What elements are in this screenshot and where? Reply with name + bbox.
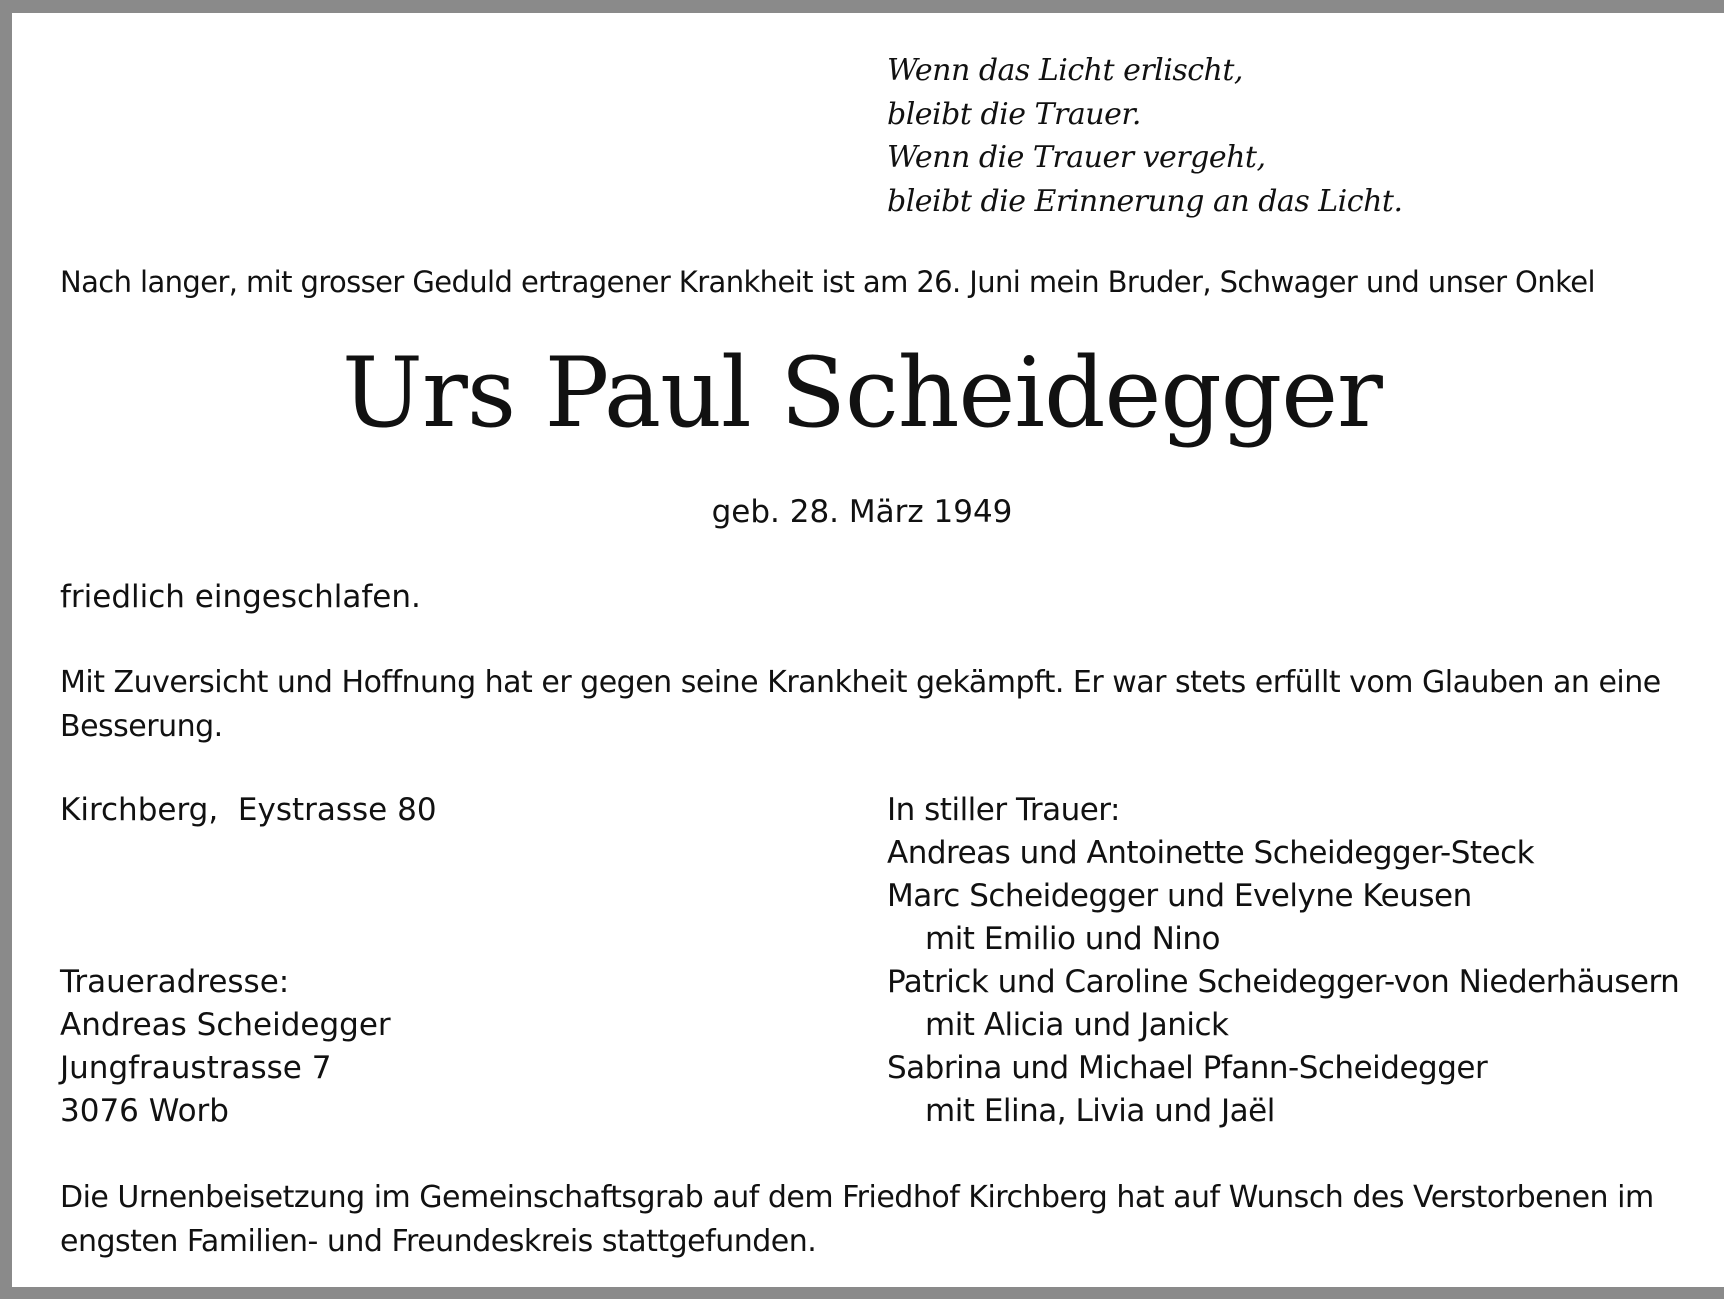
obituary-notice: [12, 13, 1724, 1287]
mourning-address-city: 3076 Worb: [60, 1093, 229, 1129]
mourner-children-line: mit Alicia und Janick: [925, 1007, 1229, 1043]
mourner-line: Patrick und Caroline Scheidegger-von Niederhäusern: [887, 964, 1680, 1000]
mourner-line: Marc Scheidegger und Evelyne Keusen: [887, 878, 1472, 914]
poem-line: Wenn das Licht erlischt,: [887, 53, 1243, 88]
mourner-line: Sabrina und Michael Pfann-Scheidegger: [887, 1050, 1488, 1086]
poem-line: bleibt die Erinnerung an das Licht.: [887, 183, 1403, 219]
poem-verse: [887, 49, 1402, 223]
mourner-children-line: mit Emilio und Nino: [925, 921, 1221, 957]
birth-date: geb. 28. März 1949: [711, 494, 1013, 530]
mourner-children-line: mit Elina, Livia und Jaël: [925, 1093, 1275, 1129]
mourners-column: [887, 789, 1679, 1133]
burial-paragraph: Die Urnenbeisetzung im Gemeinschaftsgrab auf dem Friedhof Kirchberg hat auf Wunsch des Verstorbenen im engsten Familien- und Freundeskreis stattgefunden.: [60, 1180, 1654, 1259]
place-line: Kirchberg, Eystrasse 80: [60, 792, 437, 828]
mourning-address-label: Traueradresse:: [60, 964, 290, 1000]
poem-line: bleibt die Trauer.: [887, 96, 1141, 132]
address-column: [60, 789, 437, 1133]
hope-paragraph: Mit Zuversicht und Hoffnung hat er gegen seine Krankheit gekämpft. Er war stets erfüllt vom Glauben an eine Besserung.: [60, 665, 1661, 744]
intro-text: Nach langer, mit grosser Geduld ertragener Krankheit ist am 26. Juni mein Bruder, Schwager und unser Onkel: [60, 265, 1595, 299]
mourners-heading: In stiller Trauer:: [887, 792, 1120, 828]
poem-line: Wenn die Trauer vergeht,: [887, 140, 1266, 175]
mourner-line: Andreas und Antoinette Scheidegger-Steck: [887, 835, 1535, 871]
mourning-address-street: Jungfraustrasse 7: [60, 1050, 332, 1086]
passed-away-text: friedlich eingeschlafen.: [60, 579, 421, 615]
deceased-name: Urs Paul Scheidegger: [342, 337, 1382, 449]
mourning-address-name: Andreas Scheidegger: [60, 1007, 391, 1043]
